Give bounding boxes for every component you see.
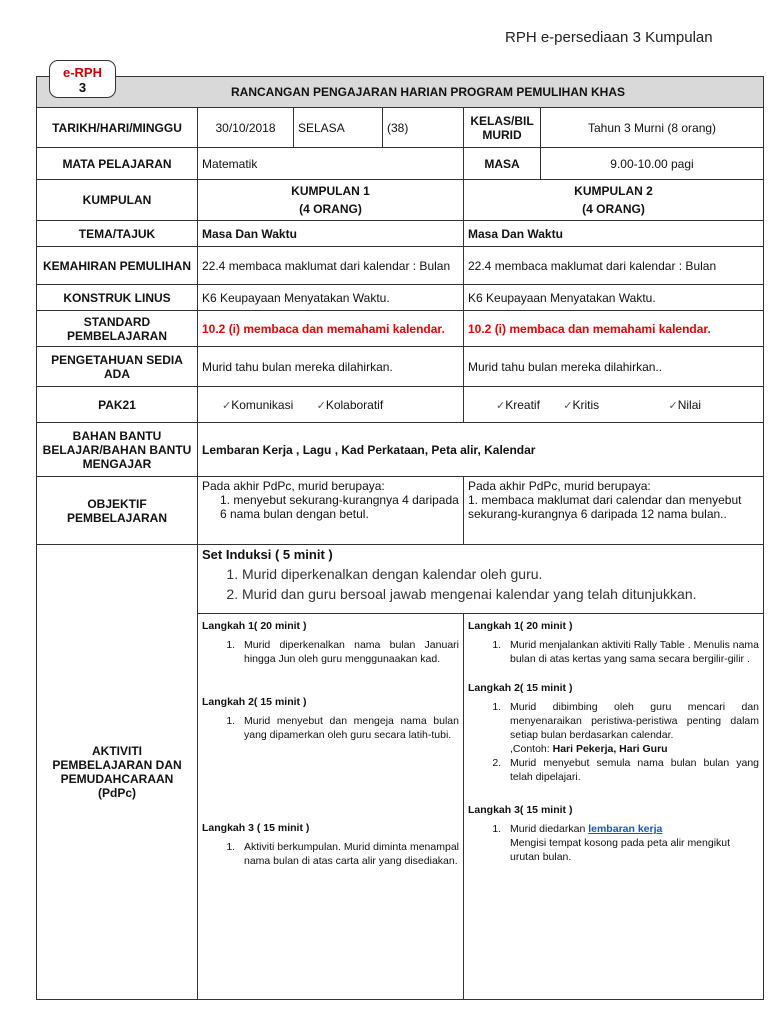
mapel-value: Matematik xyxy=(198,148,464,180)
objektif-k2-intro: Pada akhir PdPc, murid berupaya: xyxy=(468,479,651,493)
pak21-k1 xyxy=(198,387,464,423)
kumpulan-1-header xyxy=(198,180,464,221)
erph-badge xyxy=(49,60,116,98)
k2-step2-list xyxy=(468,700,759,784)
minggu-value: (38) xyxy=(383,108,464,148)
aktiviti-k2 xyxy=(464,614,764,1000)
kumpulan-2-header xyxy=(464,180,764,221)
k1-step2-title: Langkah 2( 15 minit ) xyxy=(202,696,307,708)
objektif-k2-text: 1. membaca maklumat dari calendar dan menyebut sekurang-kurangnya 6 daripada 12 nama bulan.. xyxy=(468,493,742,521)
erph-badge-label: e-RPH xyxy=(62,65,102,80)
pak21-kreatif: ✓Kreatif xyxy=(496,397,540,412)
tema-k1: Masa Dan Waktu xyxy=(198,221,464,247)
objektif-k1-text: 1. menyebut sekurang-kurangnya 4 daripada 6 nama bulan dengan betul. xyxy=(220,493,459,521)
list-item: 1. Murid diperkenalkan nama bulan Januari hingga Jun oleh guru menggunaakan kad. xyxy=(238,638,459,666)
hari-value: SELASA xyxy=(294,108,383,148)
pak21-kolaboratif: ✓Kolaboratif xyxy=(316,397,384,412)
pengetahuan-label: PENGETAHUAN SEDIA ADA xyxy=(37,347,198,387)
k1-step3-title: Langkah 3 ( 15 minit ) xyxy=(202,822,310,834)
bbb-value: Lembaran Kerja , Lagu , Kad Perkataan, Peta alir, Kalendar xyxy=(198,423,764,477)
pak21-k2 xyxy=(464,387,764,423)
masa-value: 9.00-10.00 pagi xyxy=(541,148,764,180)
objektif-label: OBJEKTIF PEMBELAJARAN xyxy=(37,477,198,545)
objektif-k1-intro: Pada akhir PdPc, murid berupaya: xyxy=(202,479,385,493)
k2-step3-title: Langkah 3( 15 minit ) xyxy=(468,804,573,816)
kelas-label: KELAS/BIL MURID xyxy=(464,108,541,148)
k2-step1-list xyxy=(468,638,759,666)
pak21-komunikasi: ✓Komunikasi xyxy=(222,397,294,412)
k2-step2-title: Langkah 2( 15 minit ) xyxy=(468,682,573,694)
rph-table xyxy=(36,76,764,1000)
kumpulan-1-count: (4 ORANG) xyxy=(299,202,362,216)
list-item: 1. Murid menjalankan aktiviti Rally Table . Menulis nama bulan di atas kertas yang sama secara bergilir-gilir . xyxy=(504,638,759,666)
k1-step1-title: Langkah 1( 20 minit ) xyxy=(202,620,307,632)
document-header-title: RPH e-persediaan 3 Kumpulan xyxy=(505,29,713,46)
check-icon: ✓ xyxy=(222,399,232,412)
k2-step3-list xyxy=(468,822,759,864)
k1-step1-list xyxy=(202,638,459,666)
masa-label: MASA xyxy=(464,148,541,180)
pak21-kritis: ✓Kritis xyxy=(563,397,600,412)
bbb-label: BAHAN BANTU BELAJAR/BAHAN BANTU MENGAJAR xyxy=(37,423,198,477)
check-icon: ✓ xyxy=(668,399,678,412)
konstruk-k2: K6 Keupayaan Menyatakan Waktu. xyxy=(464,285,764,311)
tema-label: TEMA/TAJUK xyxy=(37,221,198,247)
kumpulan-label: KUMPULAN xyxy=(37,180,198,221)
kemahiran-k1: 22.4 membaca maklumat dari kalendar : Bulan xyxy=(198,247,464,285)
aktiviti-k1 xyxy=(198,614,464,1000)
kelas-value: Tahun 3 Murni (8 orang) xyxy=(541,108,764,148)
mapel-label: MATA PELAJARAN xyxy=(37,148,198,180)
standard-k1: 10.2 (i) membaca dan memahami kalendar. xyxy=(198,311,464,347)
erph-badge-number: 3 xyxy=(78,80,87,95)
list-item: 1. Aktiviti berkumpulan. Murid diminta menampal nama bulan di atas carta alir yang disediakan. xyxy=(238,840,459,868)
objektif-k2 xyxy=(464,477,764,545)
list-item: 2. Murid menyebut semula nama bulan bulan yang telah dipelajari. xyxy=(504,756,759,784)
kemahiran-k2: 22.4 membaca maklumat dari kalendar : Bulan xyxy=(464,247,764,285)
k1-step3-list xyxy=(202,840,459,868)
standard-label: STANDARD PEMBELAJARAN xyxy=(37,311,198,347)
plan-title: RANCANGAN PENGAJARAN HARIAN PROGRAM PEMULIHAN KHAS xyxy=(37,77,764,108)
tarikh-label: TARIKH/HARI/MINGGU xyxy=(37,108,198,148)
list-item: 1. Murid dibimbing oleh guru mencari dan menyenaraikan peristiwa-peristiwa penting dalam setiap bulan berdasarkan calendar. ,Contoh: Hari Pekerja, Hari Guru xyxy=(504,700,759,756)
kumpulan-1-title: KUMPULAN 1 xyxy=(291,184,370,198)
pengetahuan-k1: Murid tahu bulan mereka dilahirkan. xyxy=(198,347,464,387)
list-item: 1. Murid diedarkan lembaran kerja Mengisi tempat kosong pada peta alir mengikut urutan bulan. xyxy=(504,822,759,864)
list-item: 2. Murid dan guru bersoal jawab mengenai kalendar yang telah ditunjukkan. xyxy=(242,584,759,604)
k2-step1-title: Langkah 1( 20 minit ) xyxy=(468,620,573,632)
set-induksi xyxy=(198,545,764,614)
list-item: 1. Murid diperkenalkan dengan kalendar oleh guru. xyxy=(242,564,759,584)
set-induksi-title: Set Induksi ( 5 minit ) xyxy=(202,547,333,562)
tarikh-value: 30/10/2018 xyxy=(198,108,294,148)
objektif-k1 xyxy=(198,477,464,545)
standard-k2: 10.2 (i) membaca dan memahami kalendar. xyxy=(464,311,764,347)
konstruk-k1: K6 Keupayaan Menyatakan Waktu. xyxy=(198,285,464,311)
title-row xyxy=(37,77,764,108)
k1-step2-list xyxy=(202,714,459,742)
aktiviti-label: AKTIVITI PEMBELAJARAN DAN PEMUDAHCARAAN (PdPc) xyxy=(37,545,198,1000)
check-icon: ✓ xyxy=(316,399,326,412)
pak21-nilai: ✓Nilai xyxy=(668,397,702,412)
tema-k2: Masa Dan Waktu xyxy=(464,221,764,247)
list-item: 1. Murid menyebut dan mengeja nama bulan yang dipamerkan oleh guru secara latih-tubi. xyxy=(238,714,459,742)
pengetahuan-k2: Murid tahu bulan mereka dilahirkan.. xyxy=(464,347,764,387)
kumpulan-2-title: KUMPULAN 2 xyxy=(574,184,653,198)
check-icon: ✓ xyxy=(496,399,506,412)
check-icon: ✓ xyxy=(563,399,573,412)
lembaran-kerja-link[interactable]: lembaran kerja xyxy=(588,823,663,835)
kemahiran-label: KEMAHIRAN PEMULIHAN xyxy=(37,247,198,285)
kumpulan-2-count: (4 ORANG) xyxy=(582,202,645,216)
konstruk-label: KONSTRUK LINUS xyxy=(37,285,198,311)
pak21-label: PAK21 xyxy=(37,387,198,423)
set-induksi-list xyxy=(202,564,759,604)
